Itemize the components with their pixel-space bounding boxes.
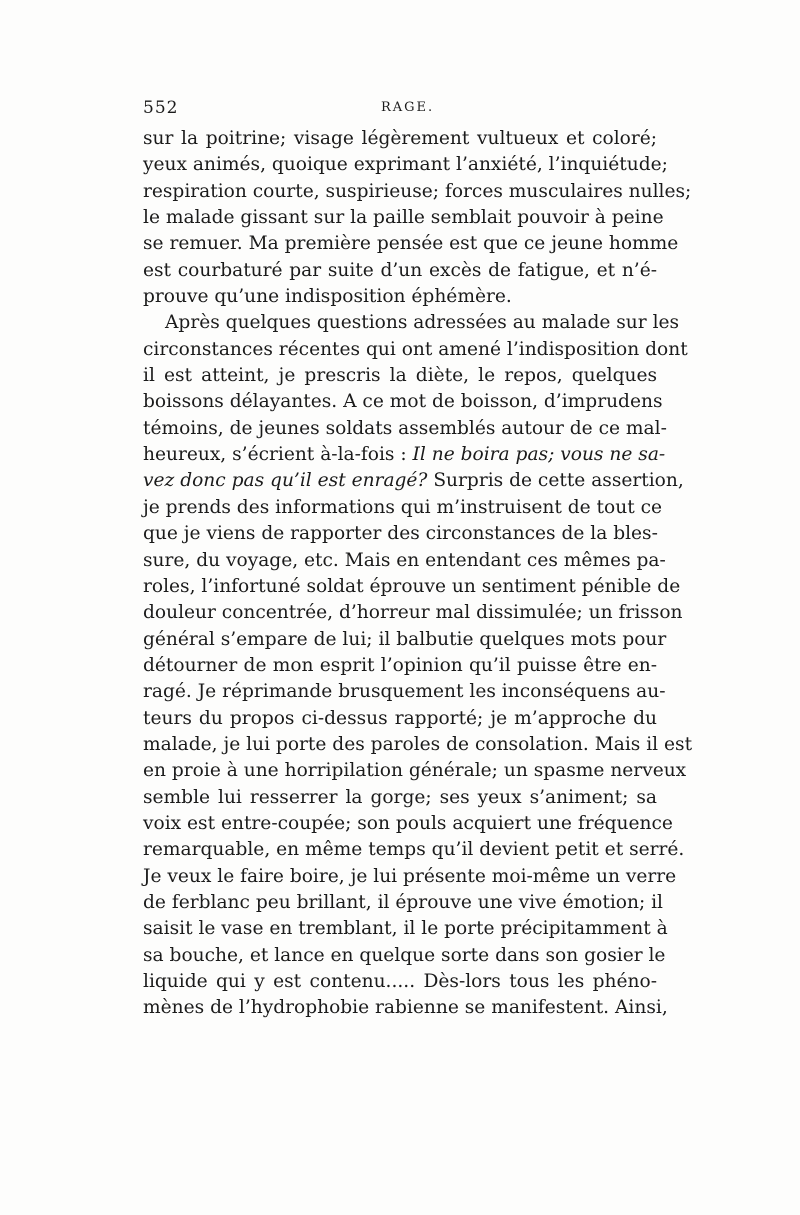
text-segment: il est atteint, je prescris la diète, le repos, quelques	[143, 365, 657, 387]
italic-text-segment: vez donc pas qu’il est enragé?	[143, 470, 428, 492]
text-segment: teurs du propos ci-dessus rapporté; je m’approche du	[143, 707, 657, 729]
text-segment: de ferblanc peu brillant, il éprouve une vive émotion; il	[143, 891, 664, 913]
text-line	[143, 442, 666, 468]
text-line	[143, 943, 666, 969]
text-segment: sure, du voyage, etc. Mais en entendant ces mêmes pa-	[143, 549, 666, 571]
text-line	[143, 811, 673, 837]
text-line	[143, 284, 657, 310]
text-segment: semble lui resserrer la gorge; ses yeux s’animent; sa	[143, 786, 657, 808]
text-segment: détourner de mon esprit l’opinion qu’il puisse être en-	[143, 654, 657, 676]
text-segment: ragé. Je réprimande brusquement les inconséquens au-	[143, 681, 666, 703]
text-line	[143, 574, 681, 600]
text-segment: sur la poitrine; visage légèrement vultueux et coloré;	[143, 128, 657, 149]
text-segment: saisit le vase en tremblant, il le porte précipitamment à	[143, 918, 668, 940]
text-line	[143, 758, 687, 784]
text-segment: voix est entre-coupée; son pouls acquiert une fréquence	[143, 812, 673, 834]
text-segment: roles, l’infortuné soldat éprouve un sentiment pénible de	[143, 575, 681, 597]
text-line	[143, 916, 668, 942]
text-line	[143, 969, 657, 995]
text-segment: heureux, s’écrient à-la-fois :	[143, 444, 413, 466]
text-line	[143, 310, 680, 336]
text-segment: le malade gissant sur la paille semblait pouvoir à peine	[143, 207, 664, 229]
text-line	[143, 521, 657, 547]
text-line	[143, 152, 668, 178]
text-segment: circonstances récentes qui ont amené l’indisposition dont	[143, 338, 688, 360]
text-line	[143, 495, 662, 521]
text-segment: douleur concentrée, d’horreur mal dissimulée; un frisson	[143, 602, 683, 624]
text-segment: mènes de l’hydrophobie rabienne se manifestent. Ainsi,	[143, 997, 668, 1019]
text-segment: je prends des informations qui m’instruisent de tout ce	[143, 496, 662, 518]
text-line	[143, 337, 688, 363]
page-header	[143, 98, 657, 120]
text-line	[143, 995, 668, 1021]
text-line	[143, 258, 657, 284]
text-segment: en proie à une horripilation générale; un spasme nerveux	[143, 760, 687, 782]
text-line	[143, 416, 667, 442]
text-segment: yeux animés, quoique exprimant l’anxiété, l’inquiétude;	[143, 154, 668, 176]
text-line	[143, 890, 664, 916]
text-line	[143, 205, 664, 231]
text-segment: malade, je lui porte des paroles de consolation. Mais il est	[143, 733, 693, 755]
text-segment: sa bouche, et lance en quelque sorte dans son gosier le	[143, 944, 666, 966]
text-line	[143, 785, 657, 811]
text-segment: respiration courte, suspirieuse; forces musculaires nulles;	[143, 180, 692, 202]
text-segment: témoins, de jeunes soldats assemblés autour de ce mal-	[143, 417, 667, 439]
text-line	[143, 548, 666, 574]
body-text	[143, 126, 693, 1022]
text-line	[143, 600, 683, 626]
text-line	[143, 732, 693, 758]
italic-text-segment: Il ne boira pas; vous ne sa-	[412, 444, 666, 466]
text-segment: se remuer. Ma première pensée est que ce jeune homme	[143, 233, 679, 255]
page-number: 552	[143, 98, 179, 118]
text-line	[143, 653, 657, 679]
text-line	[143, 864, 677, 890]
text-segment: remarquable, en même temps qu’il devient petit et serré.	[143, 839, 685, 861]
text-segment: que je viens de rapporter des circonstances de la bles-	[143, 523, 658, 545]
text-line	[143, 627, 667, 653]
text-segment: prouve qu’une indisposition éphémère.	[143, 286, 512, 308]
text-segment: boissons délayantes. A ce mot de boisson, d’imprudens	[143, 391, 663, 413]
text-line	[143, 468, 684, 494]
text-line	[143, 179, 692, 205]
text-line	[143, 706, 657, 732]
text-line	[143, 363, 657, 389]
text-segment: Je veux le faire boire, je lui présente moi-même un verre	[143, 865, 677, 887]
text-segment: Après quelques questions adressées au malade sur les	[165, 312, 680, 334]
text-line	[143, 231, 679, 257]
text-segment: Surpris de cette assertion,	[427, 470, 684, 492]
text-line	[143, 837, 685, 863]
text-segment: liquide qui y est contenu..... Dès-lors tous les phéno-	[143, 971, 657, 992]
text-line	[143, 679, 666, 705]
text-line	[143, 126, 657, 152]
text-segment: général s’empare de lui; il balbutie quelques mots pour	[143, 628, 667, 650]
running-head: RAGE.	[381, 100, 435, 115]
text-line	[143, 389, 663, 415]
text-segment: est courbaturé par suite d’un excès de fatigue, et n’é-	[143, 259, 657, 281]
